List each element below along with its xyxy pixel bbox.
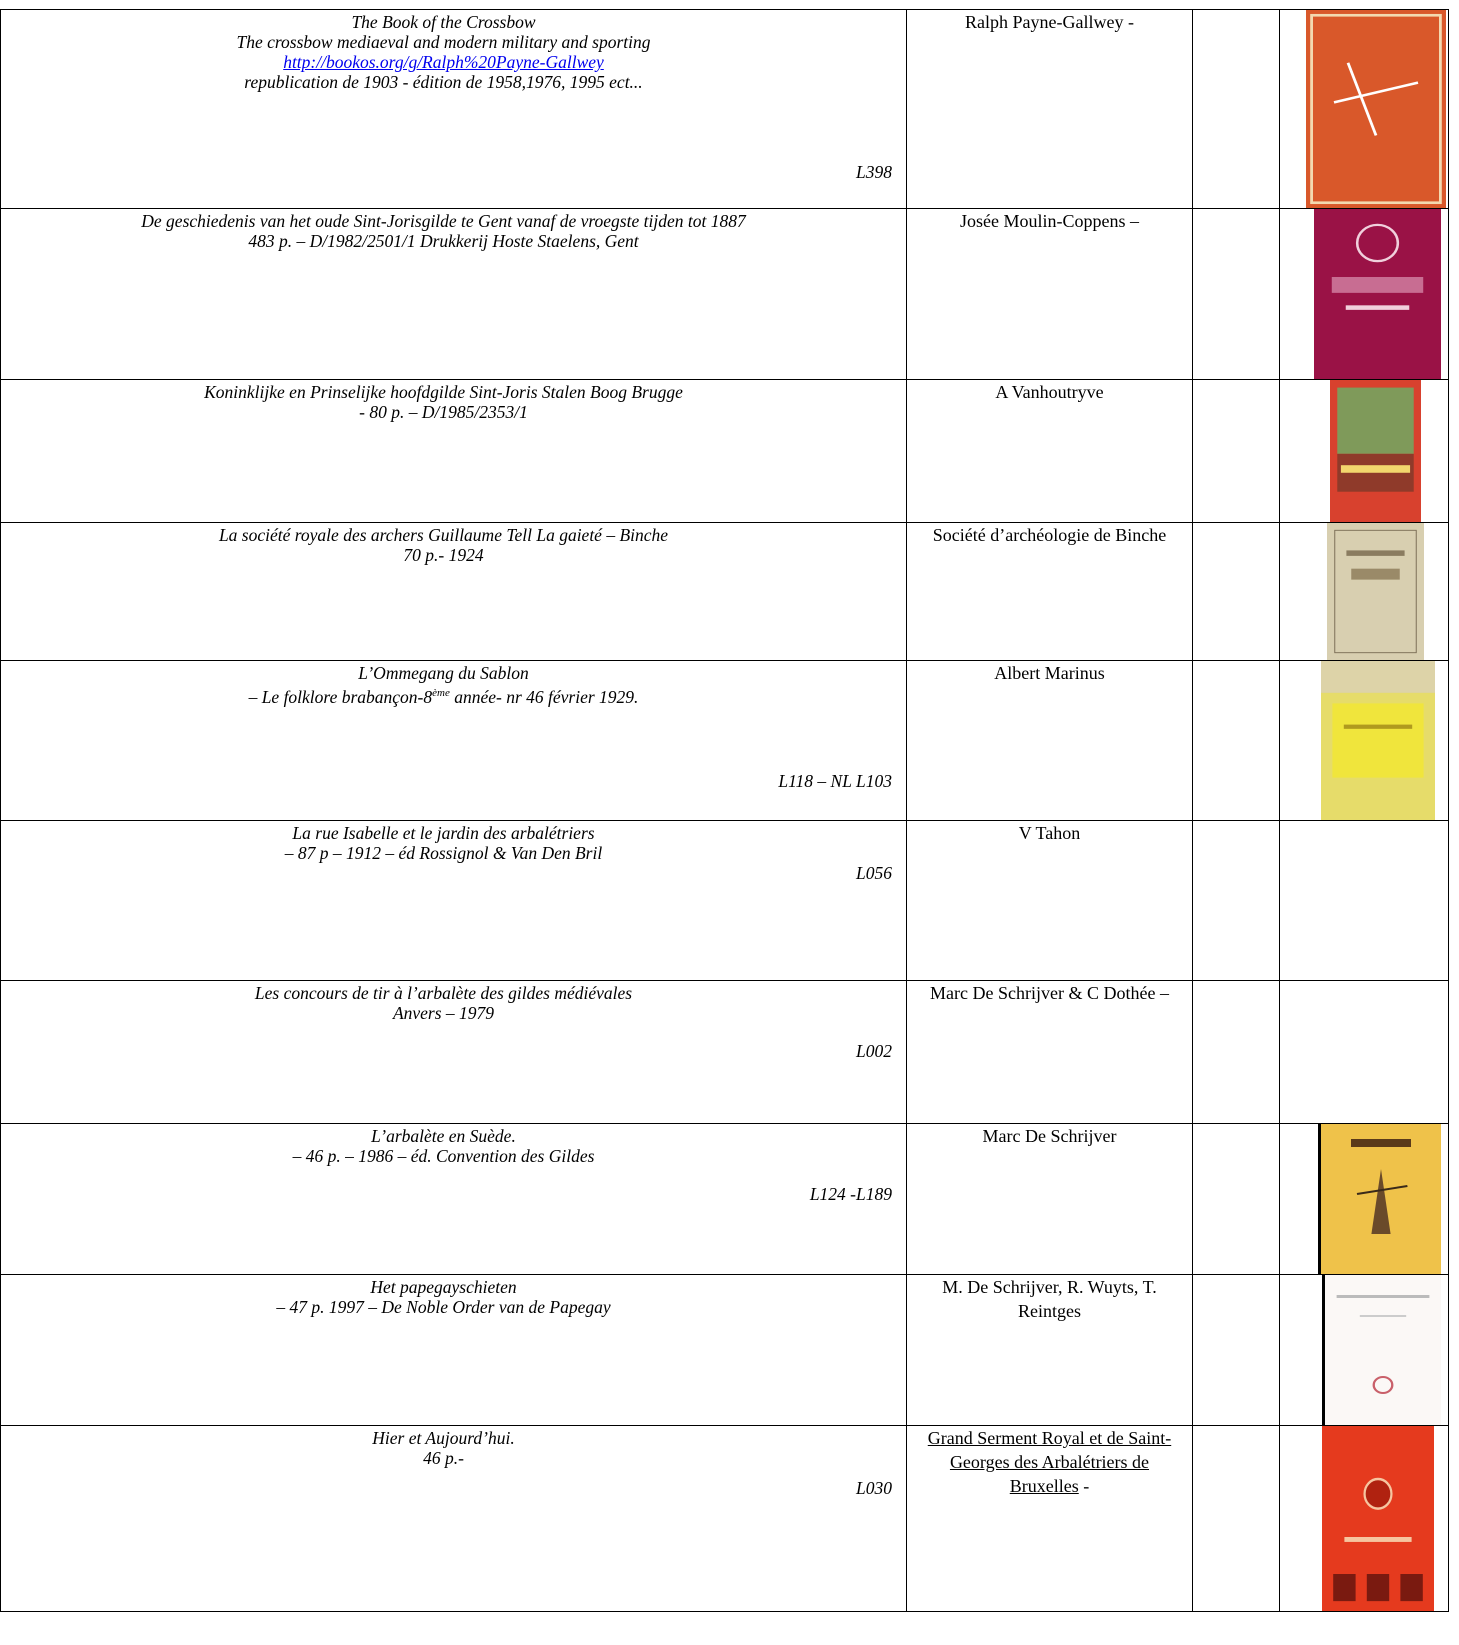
author-name: Marc De Schrijver: [982, 1126, 1117, 1146]
table-row: [1, 981, 1449, 1124]
book-title-cell: [1, 821, 907, 981]
table-row: [1, 1124, 1449, 1275]
book-title-line: Het papegayschieten: [370, 1277, 517, 1297]
book-title-cell: [1, 380, 907, 523]
table-row: [1, 10, 1449, 209]
book-list-table: [0, 9, 1449, 1612]
book-title-line: – 46 p. – 1986 – éd. Convention des Gildes: [292, 1146, 595, 1166]
author-name: V Tahon: [1018, 823, 1081, 843]
book-title-cell: [1, 661, 907, 821]
guillaume-tell-binche-cover: [1327, 523, 1424, 660]
book-title-line: Anvers – 1979: [392, 1003, 495, 1023]
book-edition-note: republication de 1903 - édition de 1958,1976, 1995 ect...: [244, 72, 643, 92]
cover-cell: [1280, 523, 1449, 661]
table-row: [1, 661, 1449, 821]
title-superscript: ème: [432, 687, 450, 699]
cover-cell: [1280, 209, 1449, 380]
cover-cell: [1280, 821, 1449, 981]
author-cell: [907, 1275, 1193, 1426]
book-title-line: Hier et Aujourd’hui.: [372, 1428, 515, 1448]
book-title-cell: [1, 1124, 907, 1275]
table-row: [1, 523, 1449, 661]
book-title-line: – 47 p. 1997 – De Noble Order van de Papegay: [276, 1297, 611, 1317]
author-name: A Vanhoutryve: [995, 382, 1104, 402]
author-books-link[interactable]: http://bookos.org/g/Ralph%20Payne-Gallwey: [283, 52, 604, 72]
book-title-line: 70 p.- 1924: [403, 545, 484, 565]
author-cell: [907, 1426, 1193, 1612]
cover-cell: [1280, 380, 1449, 523]
book-title-cell: [1, 10, 907, 209]
table-row: [1, 380, 1449, 523]
book-title-line: Koninklijke en Prinselijke hoofdgilde Sint-Joris Stalen Boog Brugge: [204, 382, 683, 402]
author-cell: [907, 981, 1193, 1124]
author-cell: [907, 821, 1193, 981]
book-title-cell: [1, 1275, 907, 1426]
sint-jorisgilde-gent-cover: [1314, 209, 1441, 379]
table-row: [1, 1275, 1449, 1426]
crossbow-book-cover: [1306, 10, 1446, 208]
book-title-line: [1, 683, 886, 707]
cover-cell: [1280, 981, 1449, 1124]
catalog-reference: L056: [856, 863, 892, 883]
table-row: [1, 1426, 1449, 1612]
table-row: [1, 209, 1449, 380]
author-name: Josée Moulin-Coppens –: [960, 211, 1139, 231]
author-link[interactable]: Grand Serment Royal et de Saint-Georges des Arbalétriers de Bruxelles: [927, 1428, 1172, 1496]
author-cell: [907, 661, 1193, 821]
book-title-cell: [1, 209, 907, 380]
empty-cell: [1193, 661, 1280, 821]
catalog-reference: L002: [856, 1041, 892, 1061]
empty-cell: [1193, 821, 1280, 981]
table-row: [1, 821, 1449, 981]
empty-cell: [1193, 1275, 1280, 1426]
cover-cell: [1280, 10, 1449, 209]
author-cell: [907, 523, 1193, 661]
book-title-cell: [1, 981, 907, 1124]
empty-cell: [1193, 523, 1280, 661]
catalog-reference: L118 – NL L103: [778, 771, 892, 791]
catalog-reference: L124 -L189: [809, 1184, 892, 1204]
title-text: année- nr 46 février 1929.: [449, 686, 639, 707]
stalen-boog-brugge-cover: [1330, 380, 1421, 522]
book-title-cell: [1, 523, 907, 661]
papegayschieten-cover: [1322, 1275, 1441, 1425]
book-title-cell: [1, 1426, 907, 1612]
book-title-line: L’arbalète en Suède.: [371, 1126, 516, 1146]
author-name: Marc De Schrijver & C Dothée –: [930, 983, 1169, 1003]
author-name: M. De Schrijver, R. Wuyts, T. Reintges: [942, 1277, 1157, 1321]
cover-cell: [1280, 1124, 1449, 1275]
hier-et-aujourdhui-cover: [1322, 1426, 1434, 1611]
cover-cell: [1280, 1426, 1449, 1612]
book-title-line: Les concours de tir à l’arbalète des gildes médiévales: [254, 983, 633, 1003]
author-cell: [907, 1124, 1193, 1275]
empty-cell: [1193, 10, 1280, 209]
author-name: Société d’archéologie de Binche: [932, 525, 1167, 545]
arbalete-en-suede-cover: [1318, 1124, 1441, 1274]
book-title-line: - 80 p. – D/1985/2353/1: [359, 402, 528, 422]
book-title-line: La société royale des archers Guillaume Tell La gaieté – Binche: [218, 525, 669, 545]
empty-cell: [1193, 1426, 1280, 1612]
author-cell: [907, 209, 1193, 380]
book-title-line: La rue Isabelle et le jardin des arbalétriers: [292, 823, 595, 843]
empty-cell: [1193, 1124, 1280, 1275]
book-title-line: L’Ommegang du Sablon: [358, 663, 529, 683]
author-cell: [907, 10, 1193, 209]
book-title-line: 46 p.-: [423, 1448, 464, 1468]
author-suffix: -: [1078, 1476, 1090, 1496]
author-name: Ralph Payne-Gallwey -: [965, 12, 1134, 32]
cover-cell: [1280, 661, 1449, 821]
author-cell: [907, 380, 1193, 523]
catalog-reference: L398: [856, 162, 892, 182]
title-text: – Le folklore brabançon-8: [248, 686, 433, 707]
book-title-line: 483 p. – D/1982/2501/1 Drukkerij Hoste Staelens, Gent: [248, 231, 639, 251]
ommegang-sablon-cover: [1321, 661, 1435, 820]
author-name: Albert Marinus: [994, 663, 1105, 683]
empty-cell: [1193, 209, 1280, 380]
cover-cell: [1280, 1275, 1449, 1426]
book-title-line: The Book of the Crossbow: [351, 12, 536, 32]
empty-cell: [1193, 981, 1280, 1124]
book-title-line: De geschiedenis van het oude Sint-Jorisgilde te Gent vanaf de vroegste tijden tot 1887: [141, 211, 746, 231]
book-title-line: – 87 p – 1912 – éd Rossignol & Van Den Bril: [284, 843, 603, 863]
book-title-line: The crossbow mediaeval and modern military and sporting: [236, 32, 651, 52]
empty-cell: [1193, 380, 1280, 523]
catalog-reference: L030: [856, 1478, 892, 1498]
